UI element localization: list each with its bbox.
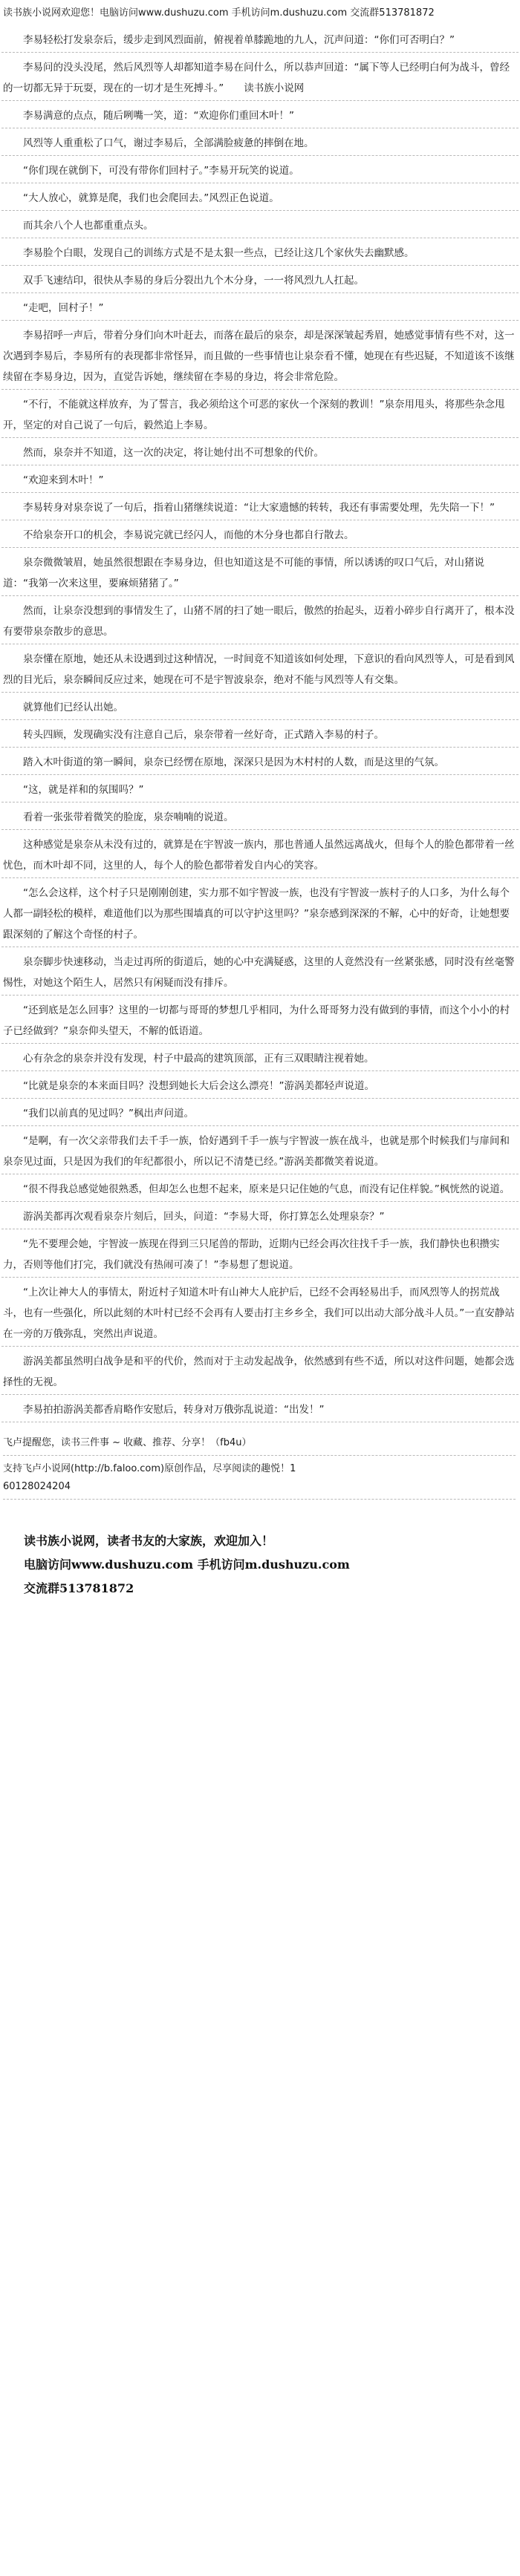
- paragraph: “怎么会这样，这个村子只是刚刚创建，实力那不如宇智波一族，也没有宇智波一族村子的人口多，为什么每个人都一副轻松的模样，难道他们以为那些围墙真的可以守护这里吗？”泉奈感到深深的不解，心中的好奇，让她想要跟深刻的了解这个奇怪的村子。: [1, 878, 519, 947]
- paragraph: 李易拍拍游涡美都香肩略作安慰后，转身对万俄弥乱说道：“出发！”: [1, 1395, 519, 1422]
- paragraph: 这种感觉是泉奈从未没有过的，就算是在宇智波一族内，那也普通人虽然远离战火，但每个人的脸色都带着一丝忧色，而木叶却不同，这里的人，每个人的脸色都带着发自内心的笑容。: [1, 830, 519, 878]
- site-header-line: 读书族小说网欢迎您！电脑访问www.dushuzu.com 手机访问m.dushuzu.com 交流群513781872: [3, 7, 435, 19]
- paragraph: 然而，泉奈并不知道，这一次的决定，将让她付出不可想象的代价。: [1, 438, 519, 465]
- paragraph: 李易转身对泉奈说了一句后，指着山猪继续说道：“让大家遗憾的转转，我还有事需要处理，先失陪一下！”: [1, 493, 519, 520]
- paragraph: 游涡美都虽然明白战争是和平的代价，然而对于主动发起战争，依然感到有些不适，所以对这件问题，她都会选择性的无视。: [1, 1347, 519, 1395]
- paragraph: 心有杂念的泉奈并没有发现，村子中最高的建筑顶部，正有三双眼睛注视着她。: [1, 1044, 519, 1071]
- paragraph: 游涡美都再次观看泉奈片刻后，回头，问道：“李易大哥，你打算怎么处理泉奈？”: [1, 1202, 519, 1229]
- closing-note: 飞卢提醒您，读书三件事 ~ 收藏、推荐、分享！（fb4u）: [3, 1434, 516, 1456]
- paragraph: 李易脸个白眼，发现自己的训练方式是不是太狠一些点，已经让这几个家伙失去幽默感。: [1, 238, 519, 266]
- chapter-body: [1, 25, 519, 1422]
- paragraph: “比就是泉奈的本来面目吗？没想到她长大后会这么漂亮！”游涡美都轻声说道。: [1, 1071, 519, 1099]
- paragraph: 李易招呼一声后，带着分身们向木叶赶去，而落在最后的泉奈，却是深深皱起秀眉，她感觉事情有些不对，这一次遇到李易后，李易所有的表现都非常怪异，而且做的一些事情也让泉奈看不懂，她现在有些迟疑，不知道该不该继续留在李易身边，因为，直觉告诉她，继续留在李易的身边，将会非常危险。: [1, 321, 519, 390]
- paragraph: 泉奈脚步快速移动，当走过再所的街道后，她的心中充满疑惑，这里的人竟然没有一丝紧张感，同时没有丝毫警惕性，对她这个陌生人，居然只有闲疑而没有排斥。: [1, 947, 519, 996]
- paragraph: “是啊，有一次父亲带我们去千手一族，恰好遇到千手一族与宇智波一族在战斗，也就是那个时候我们与扉间和泉奈见过面，只是因为我们的年纪都很小，所以记不清楚已经。”游涡美都微笑着说道。: [1, 1126, 519, 1174]
- paragraph: 转头四顾，发现确实没有注意自己后，泉奈带着一丝好奇，正式踏入李易的村子。: [1, 720, 519, 748]
- ad-line-1: 读书族小说网，读者书友的大家族，欢迎加入！: [24, 1534, 274, 1548]
- paragraph: 不给泉奈开口的机会，李易说完就已经闪人，而他的木分身也都自行散去。: [1, 520, 519, 548]
- paragraph: “先不要理会她，宇智波一族现在得到三只尾兽的帮助，近期内已经会再次往找千手一族，我们静快也积攒实力，否则等他们打完，我们就没有热闹可凑了！”李易想了想说道。: [1, 1229, 519, 1278]
- paragraph: “不行，不能就这样放弃，为了誓言，我必须给这个可恶的家伙一个深刻的教训！”泉奈用甩头，将那些杂念甩开，坚定的对自己说了一句后，毅然追上李易。: [1, 390, 519, 438]
- id-number: 60128024204: [3, 1478, 516, 1500]
- source-note: 支持飞卢小说网(http://b.faloo.com)原创作品，尽享阅读的趣悦！1: [3, 1463, 296, 1474]
- chapter-footer: [1, 1422, 519, 1500]
- paragraph: “你们现在就倒下，可没有带你们回村子。”李易开玩笑的说道。: [1, 156, 519, 183]
- paragraph: 风烈等人重重松了口气，谢过李易后，全部满脸疲惫的摔倒在地。: [1, 128, 519, 156]
- paragraph: 李易轻松打发泉奈后，缓步走到风烈面前，俯视着单膝跪地的九人，沉声问道：“你们可否明白？”: [1, 25, 519, 53]
- paragraph: “这，就是祥和的氛围吗？”: [1, 775, 519, 802]
- paragraph: 就算他们已经认出她。: [1, 693, 519, 720]
- paragraph: 然而，让泉奈没想到的事情发生了，山猪不屑的扫了她一眼后，傲然的抬起头，迈着小碎步自行离开了，根本没有要带泉奈散步的意思。: [1, 596, 519, 644]
- paragraph: 李易问的没头没尾，然后风烈等人却都知道李易在问什么，所以恭声回道：“属下等人已经明白何为战斗，曾经的一切都无异于玩耍，现在的一切才是生死搏斗。” 读书族小说网: [1, 53, 519, 101]
- paragraph: “还到底是怎么回事？这里的一切都与哥哥的梦想几乎相同，为什么哥哥努力没有做到的事情，而这个小小的村子已经做到？”泉奈仰头望天，不解的低语道。: [1, 996, 519, 1044]
- paragraph: 泉奈微微皱眉，她虽然很想跟在李易身边，但也知道这是不可能的事情，所以诱诱的叹口气后，对山猪说道：“我第一次来这里，要麻烦猪猪了。”: [1, 548, 519, 596]
- paragraph: 踏入木叶街道的第一瞬间，泉奈已经愣在原地，深深只是因为木村村的人数，而是这里的气氛。: [1, 748, 519, 775]
- paragraph: 泉奈懂在原地，她还从未设遇到过这种情况，一时间竟不知道该如何处理，下意识的看向风烈等人，可是看到风烈的目光后，泉奈瞬间反应过来，她现在可不是宇智波泉奈，绝对不能与风烈等人有交集。: [1, 644, 519, 693]
- site-ad-block: [1, 1529, 519, 1601]
- paragraph: 双手飞速结印，很快从李易的身后分裂出九个木分身，一一将风烈九人扛起。: [1, 266, 519, 293]
- paragraph: “大人放心，就算是爬，我们也会爬回去。”风烈正色说道。: [1, 183, 519, 211]
- paragraph: “走吧，回村子！”: [1, 293, 519, 321]
- paragraph: 而其余八个人也都重重点头。: [1, 211, 519, 238]
- ad-line-3: 交流群513781872: [24, 1581, 134, 1595]
- paragraph: 看着一张张带着微笑的脸庞，泉奈喃喃的说道。: [1, 802, 519, 830]
- paragraph: “我们以前真的见过吗？”枫出声问道。: [1, 1099, 519, 1126]
- paragraph: “欢迎来到木叶！”: [1, 465, 519, 493]
- ad-line-2: 电脑访问www.dushuzu.com 手机访问m.dushuzu.com: [24, 1557, 350, 1572]
- paragraph: “很不得我总感觉她很熟悉，但却怎么也想不起来，原来是只记住她的气息，而没有记住样貌。”枫恍然的说道。: [1, 1174, 519, 1202]
- paragraph: 李易满意的点点，随后咧嘴一笑，道：“欢迎你们重回木叶！”: [1, 101, 519, 128]
- paragraph: “上次让神大人的事情太，附近村子知道木叶有山神大人庇护后，已经不会再轻易出手，而风烈等人的拐荒战斗，也有一些强化，所以此刻的木叶村已经不会再有人要击打主乡乡全，我们可以出动大部分战斗人员。”一直安静站在一旁的万俄弥乱，突然出声说道。: [1, 1278, 519, 1347]
